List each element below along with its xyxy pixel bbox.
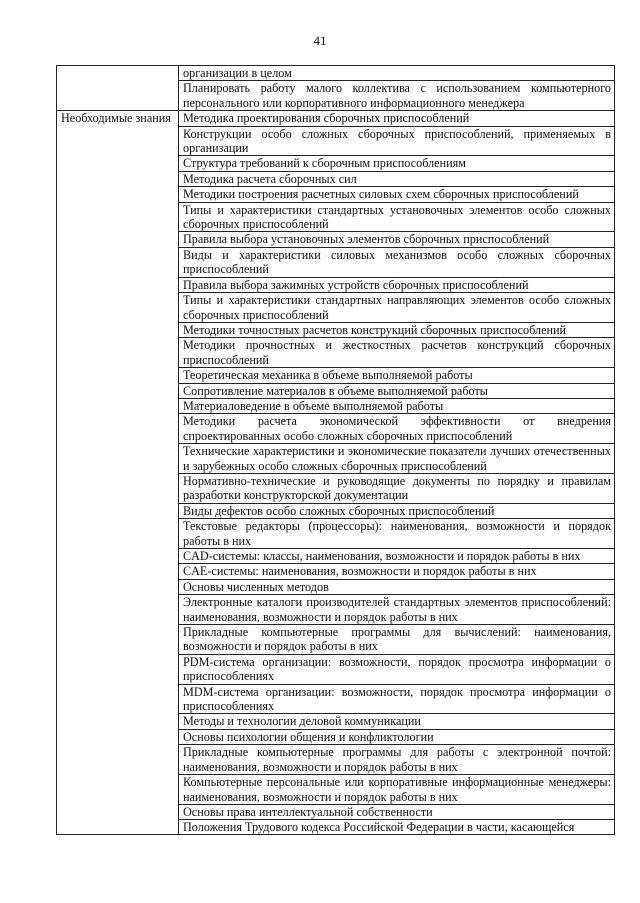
knowledge-item: Прикладные компьютерные программы для работы с электронной почтой: наименования, возможности и порядок работы в них <box>179 745 615 775</box>
knowledge-item: Правила выбора установочных элементов сборочных приспособлений <box>179 232 615 247</box>
section-label: Необходимые знания <box>57 111 179 835</box>
knowledge-item: Структура требований к сборочным приспособлениям <box>179 156 615 171</box>
knowledge-item: MDM-система организации: возможности, порядок просмотра информации о приспособлениях <box>179 684 615 714</box>
knowledge-item: Правила выбора зажимных устройств сборочных приспособлений <box>179 277 615 292</box>
skill-item: организации в целом <box>179 66 615 81</box>
knowledge-item: Методики точностных расчетов конструкций сборочных приспособлений <box>179 322 615 337</box>
knowledge-item: PDM-система организации: возможности, порядок просмотра информации о приспособлениях <box>179 654 615 684</box>
knowledge-item: Методики прочностных и жесткостных расчетов конструкций сборочных приспособлений <box>179 338 615 368</box>
knowledge-item: Теоретическая механика в объеме выполняемой работы <box>179 368 615 383</box>
knowledge-item: Компьютерные персональные или корпоративные информационные менеджеры: наименования, возможности и порядок работы в них <box>179 775 615 805</box>
knowledge-item: Основы психологии общения и конфликтологии <box>179 729 615 744</box>
knowledge-item: CAE-системы: наименования, возможности и порядок работы в них <box>179 564 615 579</box>
knowledge-item: Методики построения расчетных силовых схем сборочных приспособлений <box>179 187 615 202</box>
table-row <box>57 66 615 81</box>
knowledge-item: Основы права интеллектуальной собственности <box>179 804 615 819</box>
empty-label-cell <box>57 66 179 111</box>
page-number: 41 <box>313 33 327 48</box>
knowledge-item: Виды и характеристики силовых механизмов особо сложных сборочных приспособлений <box>179 247 615 277</box>
requirements-table <box>56 65 615 835</box>
knowledge-item: Основы численных методов <box>179 579 615 594</box>
knowledge-item-cut-text: Положения Трудового кодекса Российской Федерации в части, касающейся <box>183 820 575 835</box>
knowledge-item: Типы и характеристики стандартных направляющих элементов особо сложных сборочных приспособлений <box>179 293 615 323</box>
knowledge-item: Прикладные компьютерные программы для вычислений: наименования, возможности и порядок работы в них <box>179 625 615 655</box>
knowledge-item: Типы и характеристики стандартных установочных элементов особо сложных сборочных приспособлений <box>179 202 615 232</box>
knowledge-item: Конструкции особо сложных сборочных приспособлений, применяемых в организации <box>179 126 615 156</box>
knowledge-item: Методы и технологии деловой коммуникации <box>179 714 615 729</box>
knowledge-item: CAD-системы: классы, наименования, возможности и порядок работы в них <box>179 549 615 564</box>
knowledge-item: Материаловедение в объеме выполняемой работы <box>179 398 615 413</box>
knowledge-item: Нормативно-технические и руководящие документы по порядку и правилам разработки конструкторской документации <box>179 473 615 503</box>
knowledge-item: Виды дефектов особо сложных сборочных приспособлений <box>179 503 615 518</box>
knowledge-item: Электронные каталоги производителей стандартных элементов приспособлений: наименования, возможности и порядок работы в них <box>179 595 615 625</box>
knowledge-item: Сопротивление материалов в объеме выполняемой работы <box>179 383 615 398</box>
table-row <box>57 111 615 126</box>
knowledge-item: Текстовые редакторы (процессоры): наименования, возможности и порядок работы в них <box>179 519 615 549</box>
knowledge-item: Методика проектирования сборочных приспособлений <box>179 111 615 126</box>
skill-item: Планировать работу малого коллектива с использованием компьютерного персонального или корпоративного информационного менеджера <box>179 81 615 111</box>
knowledge-item-cut <box>179 820 615 835</box>
knowledge-item: Методики расчета экономической эффективности от внедрения спроектированных особо сложных сборочных приспособлений <box>179 414 615 444</box>
knowledge-item: Методика расчета сборочных сил <box>179 171 615 186</box>
knowledge-item: Технические характеристики и экономические показатели лучших отечественных и зарубежных особо сложных сборочных приспособлений <box>179 444 615 474</box>
